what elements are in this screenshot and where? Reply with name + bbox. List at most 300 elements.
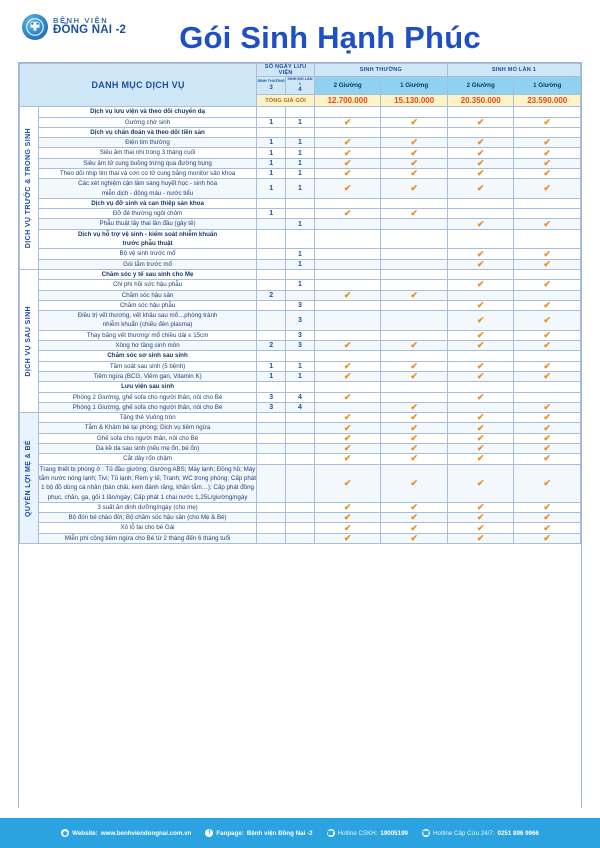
check-icon: ✔ [543, 522, 551, 533]
package-cell-3 [447, 382, 514, 392]
check-icon: ✔ [410, 371, 418, 382]
days-cell-1: 1 [257, 209, 286, 219]
check-icon: ✔ [543, 147, 551, 158]
table-row [20, 198, 581, 208]
package-cell-4 [514, 229, 581, 249]
package-cell-4 [514, 198, 581, 208]
package-cell-2 [381, 158, 448, 168]
normal-birth-group-header: SINH THƯỜNG [314, 64, 447, 77]
package-cell-4 [514, 533, 581, 543]
package-cell-1 [314, 229, 381, 249]
table-row [20, 382, 581, 392]
check-icon: ✔ [476, 477, 485, 488]
service-item-label: Tầm soát sau sinh (5 bệnh) [38, 361, 256, 371]
footer-hotline1-value: 19005199 [380, 829, 408, 837]
check-icon: ✔ [543, 248, 551, 259]
check-icon: ✔ [543, 157, 551, 168]
service-item-label: Phòng 2 Giường, ghế sofa cho người thân, nôi cho Bé [38, 392, 256, 402]
package-cell-2 [381, 341, 448, 351]
service-item-label: Bộ đón bé chào đời; Bộ chăm sóc hậu sản (cho Mẹ & Bé) [38, 513, 256, 523]
check-icon: ✔ [410, 116, 418, 127]
price-value-2: 15.130.000 [381, 95, 448, 107]
package-cell-4 [514, 219, 581, 229]
check-icon: ✔ [543, 340, 551, 351]
package-cell-4 [514, 392, 581, 402]
check-icon: ✔ [476, 340, 485, 351]
package-cell-4 [514, 280, 581, 290]
footer-website-label: Website: [72, 829, 98, 837]
package-cell-2 [381, 413, 448, 423]
table-head [20, 64, 581, 107]
table-row [20, 107, 581, 117]
days-cell-1 [257, 269, 286, 279]
section-rail-label [20, 107, 39, 270]
days-cell-1: 1 [257, 138, 286, 148]
package-cell-2 [381, 502, 448, 512]
service-item-label: Phẫu thuật lấy thai lần đầu (gây tê) [38, 219, 256, 229]
days-cell-2 [286, 107, 315, 117]
package-cell-4 [514, 179, 581, 199]
check-icon: ✔ [410, 432, 418, 443]
package-cell-4 [514, 423, 581, 433]
service-item-label: Siêu âm tử cung buồng trứng qua đường bụng [38, 158, 256, 168]
check-icon: ✔ [476, 522, 485, 533]
check-icon: ✔ [476, 422, 485, 433]
package-cell-3 [447, 502, 514, 512]
table-row [20, 351, 581, 361]
table-row [20, 454, 581, 464]
package-cell-1 [314, 444, 381, 454]
service-column-header: DANH MỤC DỊCH VỤ [20, 64, 257, 107]
table-row [20, 533, 581, 543]
days-cell-2: 1 [286, 280, 315, 290]
check-icon: ✔ [410, 453, 418, 464]
package-cell-4 [514, 454, 581, 464]
check-icon: ✔ [476, 116, 485, 127]
price-value-3: 20.350.000 [447, 95, 514, 107]
service-group-label: Dịch vụ chẩn đoán và theo dõi tiền sản [38, 127, 256, 137]
check-icon: ✔ [410, 532, 418, 543]
check-icon: ✔ [543, 258, 551, 269]
package-cell-2 [381, 371, 448, 381]
check-icon: ✔ [543, 300, 551, 310]
package-cell-3 [447, 169, 514, 179]
service-item-label: Chi phí hồi sức hậu phẫu [38, 280, 256, 290]
package-cell-2 [381, 107, 448, 117]
check-icon: ✔ [410, 477, 418, 488]
package-cell-2 [381, 209, 448, 219]
days-cell-2 [286, 209, 315, 219]
check-icon: ✔ [410, 422, 418, 433]
days-cell-1: 3 [257, 402, 286, 412]
package-cell-1 [314, 127, 381, 137]
check-icon: ✔ [410, 168, 418, 179]
days-cell-2: 1 [286, 361, 315, 371]
days-cell-1 [257, 433, 286, 443]
package-cell-1 [314, 138, 381, 148]
footer-fanpage-label: Fanpage: [216, 829, 244, 837]
package-cell-1 [314, 513, 381, 523]
package-cell-2 [381, 169, 448, 179]
package-cell-1 [314, 280, 381, 290]
days-cell-1 [257, 198, 286, 208]
days-group-header: SỐ NGÀY LƯU VIỆN [257, 64, 315, 77]
days-cell-1 [257, 523, 286, 533]
package-cell-3 [447, 392, 514, 402]
bed-header-1: 2 Giường [314, 77, 381, 95]
check-icon: ✔ [343, 422, 352, 433]
check-icon: ✔ [410, 512, 418, 523]
package-cell-1 [314, 198, 381, 208]
package-cell-3 [447, 179, 514, 199]
days-cell-2 [286, 523, 315, 533]
package-cell-1 [314, 341, 381, 351]
package-cell-3 [447, 413, 514, 423]
check-icon: ✔ [343, 522, 352, 533]
package-cell-3 [447, 158, 514, 168]
days-cell-2 [286, 502, 315, 512]
bed-header-4: 1 Giường [514, 77, 581, 95]
check-icon: ✔ [410, 147, 418, 158]
check-icon: ✔ [410, 137, 418, 148]
check-icon: ✔ [476, 147, 485, 158]
package-cell-2 [381, 433, 448, 443]
table-row [20, 433, 581, 443]
package-cell-4 [514, 259, 581, 269]
table-row [20, 259, 581, 269]
check-icon: ✔ [543, 532, 551, 543]
package-cell-1 [314, 290, 381, 300]
package-cell-1 [314, 169, 381, 179]
check-icon: ✔ [410, 412, 418, 423]
days-cell-2 [286, 413, 315, 423]
check-icon: ✔ [543, 432, 551, 443]
package-cell-1 [314, 413, 381, 423]
days-cell-2 [286, 382, 315, 392]
check-icon: ✔ [543, 218, 551, 229]
table-row [20, 464, 581, 502]
package-cell-3 [447, 371, 514, 381]
days-cell-1 [257, 127, 286, 137]
package-cell-2 [381, 513, 448, 523]
package-cell-3 [447, 330, 514, 340]
check-icon: ✔ [543, 412, 551, 423]
days-cell-2: 3 [286, 341, 315, 351]
check-icon: ✔ [476, 501, 485, 512]
pricing-table [19, 63, 581, 544]
package-cell-4 [514, 300, 581, 310]
check-icon: ✔ [410, 340, 418, 351]
package-cell-3 [447, 117, 514, 127]
package-cell-4 [514, 330, 581, 340]
days-cell-2 [286, 290, 315, 300]
check-icon: ✔ [476, 258, 485, 269]
check-icon: ✔ [410, 289, 418, 300]
check-icon: ✔ [343, 477, 352, 488]
days-cell-2: 3 [286, 300, 315, 310]
table-row [20, 513, 581, 523]
check-icon: ✔ [410, 208, 418, 219]
package-cell-2 [381, 198, 448, 208]
check-icon: ✔ [343, 412, 352, 423]
check-icon: ✔ [543, 116, 551, 127]
package-cell-3 [447, 249, 514, 259]
poster-footer [0, 818, 600, 848]
package-cell-1 [314, 179, 381, 199]
package-cell-4 [514, 402, 581, 412]
days-cell-1 [257, 444, 286, 454]
package-cell-3 [447, 198, 514, 208]
service-item-label: Thay băng vết thương/ mổ chiều dài ≤ 15cm [38, 330, 256, 340]
check-icon: ✔ [343, 432, 352, 443]
section-rail-label [20, 269, 39, 412]
package-cell-1 [314, 249, 381, 259]
globe-icon: ◉ [62, 830, 68, 837]
days-cell-1 [257, 454, 286, 464]
days-cell-1 [257, 533, 286, 543]
package-cell-1 [314, 117, 381, 127]
table-row [20, 402, 581, 412]
check-icon: ✔ [543, 137, 551, 148]
days-cell-2 [286, 198, 315, 208]
service-group-label: Dịch vụ đỡ sinh và can thiệp sản khoa [38, 198, 256, 208]
check-icon: ✔ [476, 512, 485, 523]
package-cell-2 [381, 392, 448, 402]
check-icon: ✔ [543, 183, 551, 194]
csection-group-header: SINH MỔ LẦN 1 [447, 64, 580, 77]
table-row [20, 138, 581, 148]
facebook-icon: f [205, 829, 213, 837]
package-cell-3 [447, 341, 514, 351]
check-icon: ✔ [343, 360, 352, 371]
check-icon: ✔ [343, 289, 352, 300]
days-normal-header [257, 77, 286, 95]
package-cell-1 [314, 269, 381, 279]
price-value-4: 23.590.000 [514, 95, 581, 107]
package-cell-2 [381, 330, 448, 340]
package-cell-3 [447, 454, 514, 464]
days-cell-1: 1 [257, 169, 286, 179]
days-cell-2 [286, 513, 315, 523]
days-cell-2: 3 [286, 330, 315, 340]
table-row [20, 502, 581, 512]
footer-hotline-emergency[interactable] [422, 829, 539, 837]
package-cell-4 [514, 502, 581, 512]
service-item-label: Ghế sofa cho người thân, nôi cho Bé [38, 433, 256, 443]
days-cell-1 [257, 413, 286, 423]
package-cell-3 [447, 533, 514, 543]
package-cell-1 [314, 392, 381, 402]
footer-hotline2-label: Hotline Cấp Cứu 24/7: [432, 829, 495, 837]
section-rail-text: QUYỀN LỢI MẸ & BÉ [25, 439, 33, 517]
package-cell-4 [514, 361, 581, 371]
check-icon: ✔ [476, 279, 485, 290]
check-icon: ✔ [476, 168, 485, 179]
check-icon: ✔ [343, 168, 352, 179]
service-item-label: Xông hơ tầng sinh môn [38, 341, 256, 351]
package-cell-3 [447, 127, 514, 137]
days-cell-1: 2 [257, 290, 286, 300]
days-cell-2: 3 [286, 311, 315, 331]
table-row [20, 179, 581, 199]
check-icon: ✔ [543, 422, 551, 433]
package-cell-1 [314, 330, 381, 340]
page-title: Gói Sinh Hạnh Phúc [179, 20, 481, 55]
check-icon: ✔ [543, 501, 551, 512]
package-cell-4 [514, 138, 581, 148]
footer-website[interactable] [61, 829, 191, 837]
table-row [20, 444, 581, 454]
footer-website-value: www.benhviendongnai.com.vn [100, 829, 192, 837]
package-cell-1 [314, 502, 381, 512]
days-cell-1: 1 [257, 371, 286, 381]
footer-hotline-cskh[interactable] [327, 829, 408, 837]
days-normal-value: 3 [269, 84, 273, 92]
package-cell-2 [381, 219, 448, 229]
days-cell-1 [257, 311, 286, 331]
package-cell-3 [447, 402, 514, 412]
check-icon: ✔ [343, 340, 352, 351]
check-icon: ✔ [343, 157, 352, 168]
package-cell-3 [447, 290, 514, 300]
table-row [20, 148, 581, 158]
package-cell-2 [381, 138, 448, 148]
days-cell-2: 4 [286, 402, 315, 412]
service-item-label: Cắt dây rốn chậm [38, 454, 256, 464]
package-cell-3 [447, 259, 514, 269]
footer-fanpage[interactable] [205, 829, 312, 837]
pricing-table-container [18, 62, 582, 808]
table-row [20, 413, 581, 423]
footer-fanpage-value: Bệnh viện Đồng Nai -2 [246, 829, 313, 837]
service-item-label: Da kề da sau sinh (nếu mẹ ổn, bé ổn) [38, 444, 256, 454]
check-icon: ✔ [343, 391, 352, 402]
check-icon: ✔ [476, 412, 485, 423]
package-cell-1 [314, 311, 381, 331]
package-cell-2 [381, 523, 448, 533]
days-csection-header [286, 77, 315, 95]
package-cell-3 [447, 311, 514, 331]
package-cell-2 [381, 300, 448, 310]
check-icon: ✔ [410, 360, 418, 371]
check-icon: ✔ [343, 453, 352, 464]
days-cell-1: 2 [257, 341, 286, 351]
package-cell-4 [514, 523, 581, 533]
table-row [20, 300, 581, 310]
days-cell-2: 1 [286, 158, 315, 168]
check-icon: ✔ [410, 157, 418, 168]
package-cell-2 [381, 117, 448, 127]
check-icon: ✔ [343, 512, 352, 523]
table-row [20, 392, 581, 402]
package-cell-3 [447, 464, 514, 502]
package-cell-2 [381, 127, 448, 137]
package-cell-1 [314, 158, 381, 168]
package-cell-1 [314, 454, 381, 464]
days-cell-1 [257, 423, 286, 433]
service-item-label: Miễn phí công tiêm ngừa cho Bé từ 2 tháng đến 6 tháng tuổi [38, 533, 256, 543]
days-cell-1 [257, 513, 286, 523]
days-cell-2 [286, 433, 315, 443]
days-cell-2: 1 [286, 371, 315, 381]
package-cell-3 [447, 209, 514, 219]
days-cell-2: 1 [286, 138, 315, 148]
package-cell-2 [381, 179, 448, 199]
service-item-label: Gường chờ sinh [38, 117, 256, 127]
days-cell-1: 3 [257, 392, 286, 402]
package-cell-4 [514, 382, 581, 392]
package-cell-1 [314, 107, 381, 117]
package-cell-2 [381, 423, 448, 433]
table-row [20, 117, 581, 127]
check-icon: ✔ [343, 137, 352, 148]
package-cell-2 [381, 361, 448, 371]
package-cell-2 [381, 249, 448, 259]
check-icon: ✔ [343, 443, 352, 454]
days-cell-1 [257, 382, 286, 392]
bed-header-2: 1 Giường [381, 77, 448, 95]
package-cell-4 [514, 249, 581, 259]
days-cell-1: 1 [257, 179, 286, 199]
days-cell-2 [286, 533, 315, 543]
package-cell-3 [447, 444, 514, 454]
table-row [20, 361, 581, 371]
package-cell-3 [447, 219, 514, 229]
check-icon: ✔ [343, 532, 352, 543]
check-icon: ✔ [410, 501, 418, 512]
package-cell-4 [514, 209, 581, 219]
check-icon: ✔ [476, 532, 485, 543]
table-row [20, 280, 581, 290]
check-icon: ✔ [343, 116, 352, 127]
table-row [20, 330, 581, 340]
package-cell-1 [314, 148, 381, 158]
package-cell-1 [314, 464, 381, 502]
days-cell-1: 1 [257, 148, 286, 158]
package-cell-3 [447, 523, 514, 533]
table-row [20, 169, 581, 179]
table-row [20, 371, 581, 381]
service-item-label: Bộ vệ sinh trước mổ [38, 249, 256, 259]
service-item-label: 3 suất ăn dinh dưỡng/ngày (cho mẹ) [38, 502, 256, 512]
table-row [20, 127, 581, 137]
phone-icon: ☎ [326, 830, 335, 837]
package-cell-4 [514, 311, 581, 331]
check-icon: ✔ [410, 183, 418, 194]
check-icon: ✔ [543, 168, 551, 179]
footer-hotline2-value: 0251 896 9966 [497, 829, 539, 837]
table-row [20, 219, 581, 229]
package-cell-3 [447, 351, 514, 361]
package-cell-1 [314, 219, 381, 229]
check-icon: ✔ [476, 453, 485, 464]
service-item-label: Xỏ lỗ tai cho bé Gái [38, 523, 256, 533]
service-item-label: Theo dõi nhịp tim thai và cơn co tử cung bằng monitor sản khoa [38, 169, 256, 179]
check-icon: ✔ [543, 329, 551, 340]
service-item-label: Chăm sóc hậu phẫu [38, 300, 256, 310]
service-group-label: Dịch vụ lưu viện và theo dõi chuyển dạ [38, 107, 256, 117]
service-group-label: Lưu viện sau sinh [38, 382, 256, 392]
check-icon: ✔ [476, 157, 485, 168]
days-cell-2 [286, 464, 315, 502]
package-cell-3 [447, 280, 514, 290]
table-row [20, 209, 581, 219]
check-icon: ✔ [343, 371, 352, 382]
service-item-label: Siêu âm thai nhi trong 3 tháng cuối [38, 148, 256, 158]
package-cell-3 [447, 269, 514, 279]
days-cell-2: 1 [286, 148, 315, 158]
check-icon: ✔ [476, 371, 485, 382]
